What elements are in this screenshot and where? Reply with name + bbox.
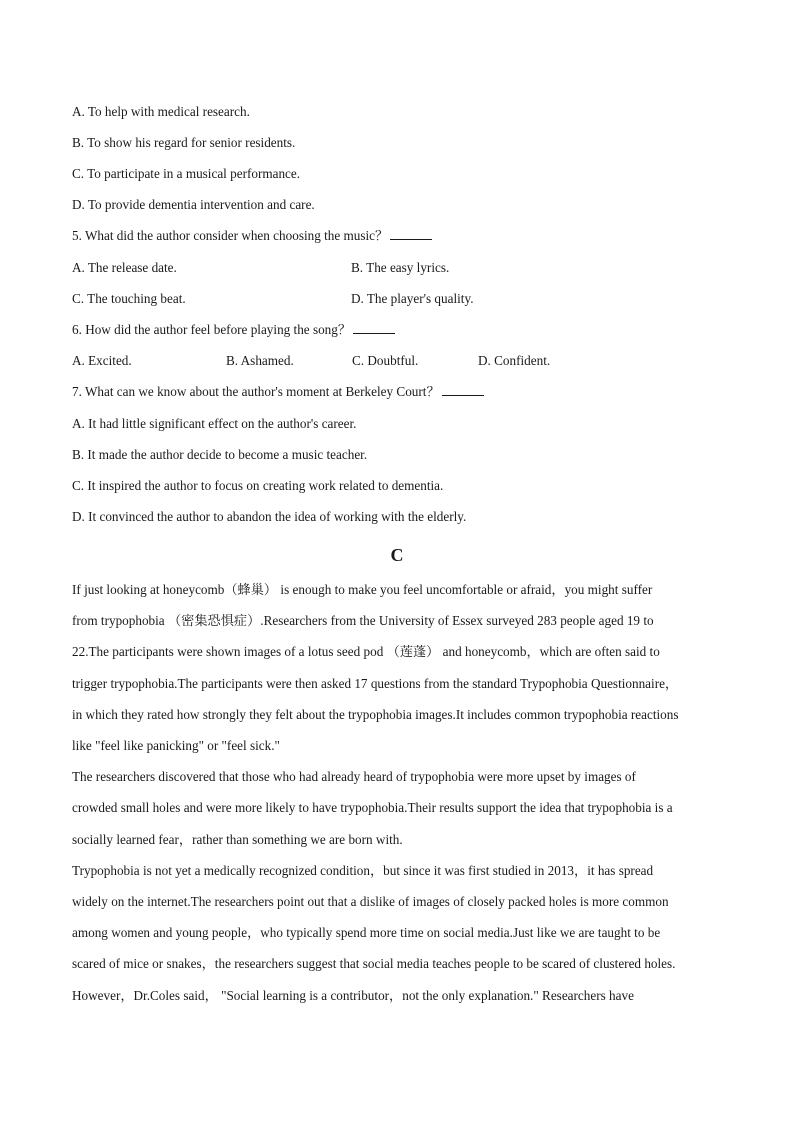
q5-option-d: D. The player's quality.	[351, 291, 474, 306]
q5-option-a: A. The release date.	[72, 260, 177, 275]
passage-line: Trypophobia is not yet a medically recognized condition，but since it was first studied in 2013，it has spread	[72, 863, 654, 878]
passage-line: among women and young people，who typically spend more time on social media.Just like we are taught to be	[72, 925, 661, 940]
passage-line: from trypophobia （密集恐惧症）.Researchers from the University of Essex surveyed 283 people aged 19 to	[72, 613, 654, 628]
q5-stem: 5. What did the author consider when choosing the music？	[72, 228, 389, 243]
q7-option-b: B. It made the author decide to become a music teacher.	[72, 447, 368, 462]
q4-option-a: A. To help with medical research.	[72, 104, 250, 119]
q7-option-d: D. It convinced the author to abandon the idea of working with the elderly.	[72, 509, 467, 524]
passage-line: widely on the internet.The researchers point out that a dislike of images of closely packed holes is more common	[72, 894, 669, 909]
q6-option-d: D. Confident.	[478, 353, 551, 368]
q5-question	[72, 228, 432, 244]
q4-option-b: B. To show his regard for senior residents.	[72, 135, 296, 150]
q4-option-c: C. To participate in a musical performance.	[72, 166, 301, 181]
q7-option-c: C. It inspired the author to focus on creating work related to dementia.	[72, 478, 444, 493]
q6-stem: 6. How did the author feel before playing the song？	[72, 322, 352, 337]
q5-option-c: C. The touching beat.	[72, 291, 186, 306]
passage-line: 22.The participants were shown images of a lotus seed pod （莲蓬） and honeycomb，which are often said to	[72, 644, 660, 659]
passage-line: If just looking at honeycomb（蜂巢） is enough to make you feel uncomfortable or afraid，you might suffer	[72, 582, 653, 597]
q4-option-d: D. To provide dementia intervention and care.	[72, 197, 315, 212]
section-heading: C	[390, 545, 404, 565]
q6-option-b: B. Ashamed.	[226, 353, 294, 368]
q7-option-a: A. It had little significant effect on the author's career.	[72, 416, 357, 431]
q6-option-c: C. Doubtful.	[352, 353, 419, 368]
passage-line: The researchers discovered that those who had already heard of trypophobia were more upset by images of	[72, 769, 636, 784]
answer-blank	[390, 228, 432, 240]
passage-line: like "feel like panicking" or "feel sick."	[72, 738, 280, 753]
answer-blank	[442, 384, 484, 396]
q6-option-a: A. Excited.	[72, 353, 132, 368]
passage-line: However，Dr.Coles said， "Social learning is a contributor，not the only explanation." Researchers have	[72, 988, 634, 1003]
q7-question	[72, 384, 484, 400]
passage-line: in which they rated how strongly they felt about the trypophobia images.It includes common trypophobia reactions	[72, 707, 679, 722]
passage-line: scared of mice or snakes，the researchers suggest that social media teaches people to be scared of clustered holes.	[72, 956, 676, 971]
answer-blank	[353, 322, 395, 334]
q7-stem: 7. What can we know about the author's moment at Berkeley Court？	[72, 384, 440, 399]
passage-line: socially learned fear，rather than something we are born with.	[72, 832, 403, 847]
q5-option-b: B. The easy lyrics.	[351, 260, 450, 275]
passage-line: crowded small holes and were more likely to have trypophobia.Their results support the idea that trypophobia is a	[72, 800, 673, 815]
passage-line: trigger trypophobia.The participants were then asked 17 questions from the standard Trypophobia Questionnaire，	[72, 676, 679, 691]
q6-question	[72, 322, 395, 338]
